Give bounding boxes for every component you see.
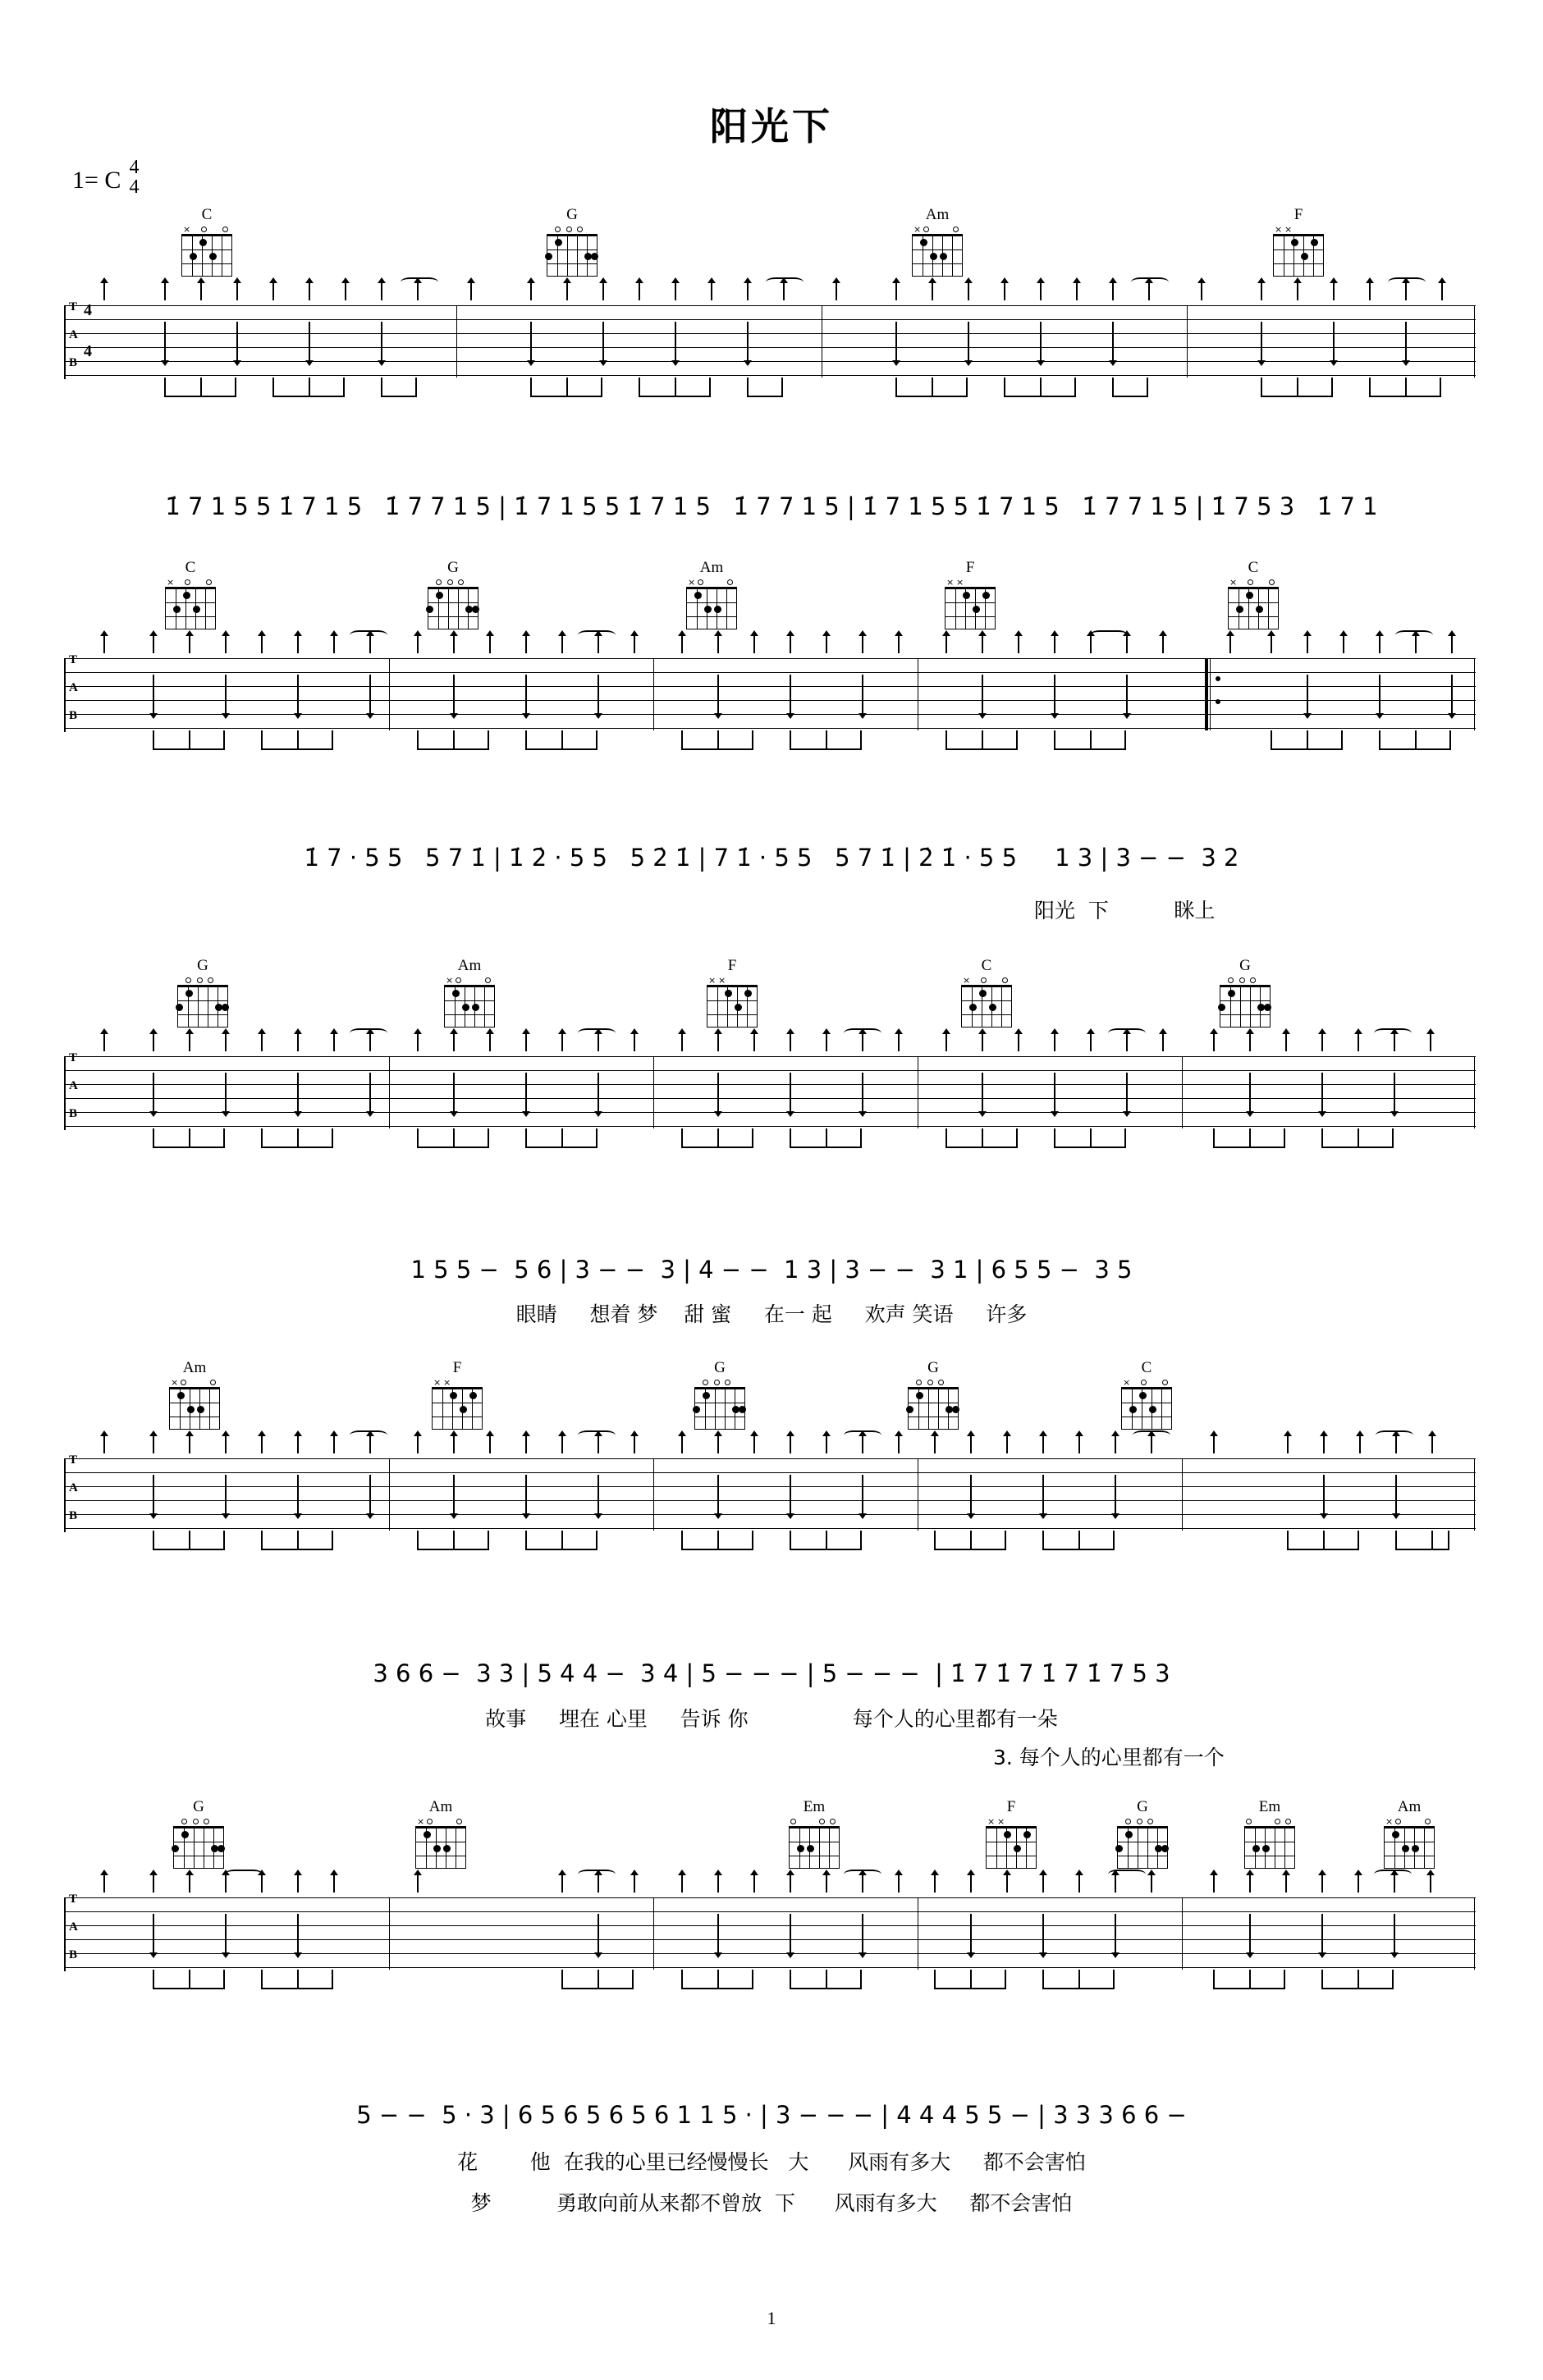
tab-label-T: T [69, 300, 78, 314]
tab-label-T: T [69, 653, 78, 666]
tab-label-A: A [69, 1481, 78, 1494]
chord-name: C [185, 559, 196, 576]
lyrics-line-4-verse3: 3. 每个人的心里都有一个 [993, 1746, 1225, 1769]
chord-name: Am [182, 1359, 207, 1376]
tab-staff [64, 1051, 1476, 1128]
lyrics-line-5-verse2: 梦 勇敢向前从来都不曾放 下 风雨有多大 都不会害怕 [470, 2191, 1073, 2215]
chord-diagram-C: C × [1223, 560, 1284, 629]
tab-label-B: B [69, 1948, 78, 1961]
chord-name: F [965, 559, 975, 576]
tab-time-den: 4 [84, 342, 92, 360]
tab-staff [64, 1893, 1476, 1970]
chord-name: F [1006, 1798, 1016, 1815]
chord-diagram-Am: Am × [410, 1799, 471, 1869]
chord-name: Em [803, 1798, 826, 1815]
tab-label-B: B [69, 356, 78, 369]
chord-diagram-Am [907, 207, 968, 277]
lyrics-line-4: 故事 埋在 心里 告诉 你 每个人的心里都有一朵 [485, 1707, 1058, 1731]
strum-arrows [64, 277, 1476, 305]
system-5 [0, 1797, 1543, 2044]
notation-line-1: 1̇ 7 1 5 5 1̇ 7 1 5 1̇ 7 7 1 5 | 1̇ 7 1 5 5 1̇ 7 1 5 1̇ 7 7 1 5 | 1̇ 7 1 5 5 1̇ 7 1 5 1̇ 7 7 1 5 | 1̇ 7 5 3 1̇ 7 1 [165, 492, 1378, 520]
chord-name: G [927, 1359, 939, 1376]
rhythm-beams [64, 378, 1476, 400]
page-title: 阳光下 [710, 104, 833, 149]
chord-marks: × [181, 225, 232, 234]
chord-name: F [727, 957, 737, 974]
chord-name: C [1248, 559, 1259, 576]
chord-diagram-C: C × [956, 958, 1017, 1028]
chord-diagram-G [1215, 958, 1275, 1028]
strum-arrows [64, 1870, 1476, 1897]
chord-diagram-G [1112, 1799, 1173, 1869]
notation-line-5: 5 − − 5 · 3 | 6 5 6 5 6 5 6 1 1 5 · | 3 − − − | 4 4 4 5 5 − | 3 3 3 6 6 − [356, 2101, 1187, 2129]
chord-name: C [201, 206, 213, 223]
tab-staff [64, 653, 1476, 730]
strum-arrows [64, 630, 1476, 658]
chord-name: F [452, 1359, 462, 1376]
chord-name: G [447, 559, 459, 576]
chord-diagram-Em [1239, 1799, 1300, 1869]
lyrics-line-2: 阳光 下 眯上 [1034, 899, 1216, 922]
chord-grid [912, 234, 963, 277]
tab-label-B: B [69, 709, 78, 722]
rhythm-beams [64, 1531, 1476, 1554]
chord-diagram-C: C × [1116, 1360, 1177, 1430]
chord-name: G [714, 1359, 726, 1376]
time-signature: 4 4 [129, 157, 140, 198]
chord-name: G [1137, 1798, 1148, 1815]
chord-diagram-G [423, 560, 483, 629]
key-signature [72, 158, 139, 197]
strum-arrows [64, 1028, 1476, 1056]
chord-diagram-G [689, 1360, 750, 1430]
tab-label-T: T [69, 1453, 78, 1467]
chord-name: C [1141, 1359, 1152, 1376]
chord-diagram-Am: Am × [439, 958, 500, 1028]
chord-diagram-C [176, 207, 237, 277]
chord-name: Em [1258, 1798, 1281, 1815]
chord-diagram-G [542, 207, 602, 277]
tab-label-T: T [69, 1893, 78, 1906]
chord-name: Am [1397, 1798, 1422, 1815]
chord-name: G [197, 957, 208, 974]
tab-label-A: A [69, 1920, 78, 1934]
tab-time-num: 4 [84, 301, 92, 319]
chord-name: Am [925, 206, 950, 223]
strum-arrows [64, 1430, 1476, 1458]
chord-diagram-G [172, 958, 233, 1028]
notation-line-4: 3 6 6 − 3 3 | 5 4 4 − 3 4 | 5 − − − | 5 − − − | 1̇ 7 1̇ 7 1̇ 7 1̇ 7 5 3 [373, 1659, 1170, 1687]
notation-line-2: 1̇ 7 · 5 5 5 7 1̇ | 1̇ 2̇ · 5 5 5 2̇ 1̇ | 7 1̇ · 5 5 5 7 1̇ | 2̇ 1̇ · 5 5 1 3 | 3 − − 3 2 [304, 844, 1239, 872]
chord-diagram-Em [784, 1799, 845, 1869]
chord-marks [547, 225, 598, 234]
tab-label-A: A [69, 328, 78, 341]
chord-diagram-Am: Am × [681, 560, 742, 629]
lyrics-line-5: 花 他 在我的心里已经慢慢长 大 风雨有多大 都不会害怕 [457, 2150, 1086, 2174]
lyrics-line-3: 眼睛 想着 梦 甜 蜜 在一 起 欢声 笑语 许多 [515, 1302, 1028, 1326]
chord-marks: × [912, 225, 963, 234]
rhythm-beams [64, 1128, 1476, 1151]
tab-label-B: B [69, 1509, 78, 1522]
chord-name: G [193, 1798, 204, 1815]
chord-name: Am [699, 559, 724, 576]
chord-diagram-F: F × × [702, 958, 762, 1028]
chord-name: F [1293, 206, 1303, 223]
chord-name: G [566, 206, 578, 223]
chord-grid [1273, 234, 1324, 277]
chord-diagram-G [168, 1799, 229, 1869]
tab-label-T: T [69, 1051, 78, 1064]
chord-name: G [1239, 957, 1251, 974]
tab-label-A: A [69, 1079, 78, 1092]
tab-label-B: B [69, 1107, 78, 1120]
chord-grid [181, 234, 232, 277]
chord-diagram-G [903, 1360, 964, 1430]
chord-marks: × × [1275, 224, 1293, 235]
chord-diagram-F: F × × [940, 560, 1000, 629]
chord-grid [547, 234, 598, 277]
chord-diagram-F: F × × [427, 1360, 488, 1430]
system-1 [0, 205, 1543, 451]
chord-diagram-C: C × [160, 560, 221, 629]
repeat-sign [1205, 658, 1212, 730]
tab-label-A: A [69, 681, 78, 694]
tab-staff [64, 1453, 1476, 1531]
chord-name: C [981, 957, 992, 974]
chord-diagram-Am: Am × [1379, 1799, 1440, 1869]
tab-staff [64, 300, 1476, 378]
chord-diagram-Am: Am × [164, 1360, 225, 1430]
chord-diagram-F [1268, 207, 1329, 277]
system-4 [0, 1358, 1543, 1604]
rhythm-beams [64, 1970, 1476, 1993]
page-number: 1 [767, 2308, 776, 2328]
chord-diagram-F: F × × [981, 1799, 1042, 1869]
notation-line-3: 1 5 5 − 5 6 | 3 − − 3 | 4 − − 1 3 | 3 − − 3 1 | 6 5 5 − 3 5 [410, 1256, 1133, 1284]
key-label: 1= C [72, 167, 121, 194]
system-3 [0, 956, 1543, 1202]
chord-name: Am [457, 957, 482, 974]
rhythm-beams [64, 730, 1476, 753]
chord-name: Am [428, 1798, 453, 1815]
system-2 [0, 558, 1543, 804]
